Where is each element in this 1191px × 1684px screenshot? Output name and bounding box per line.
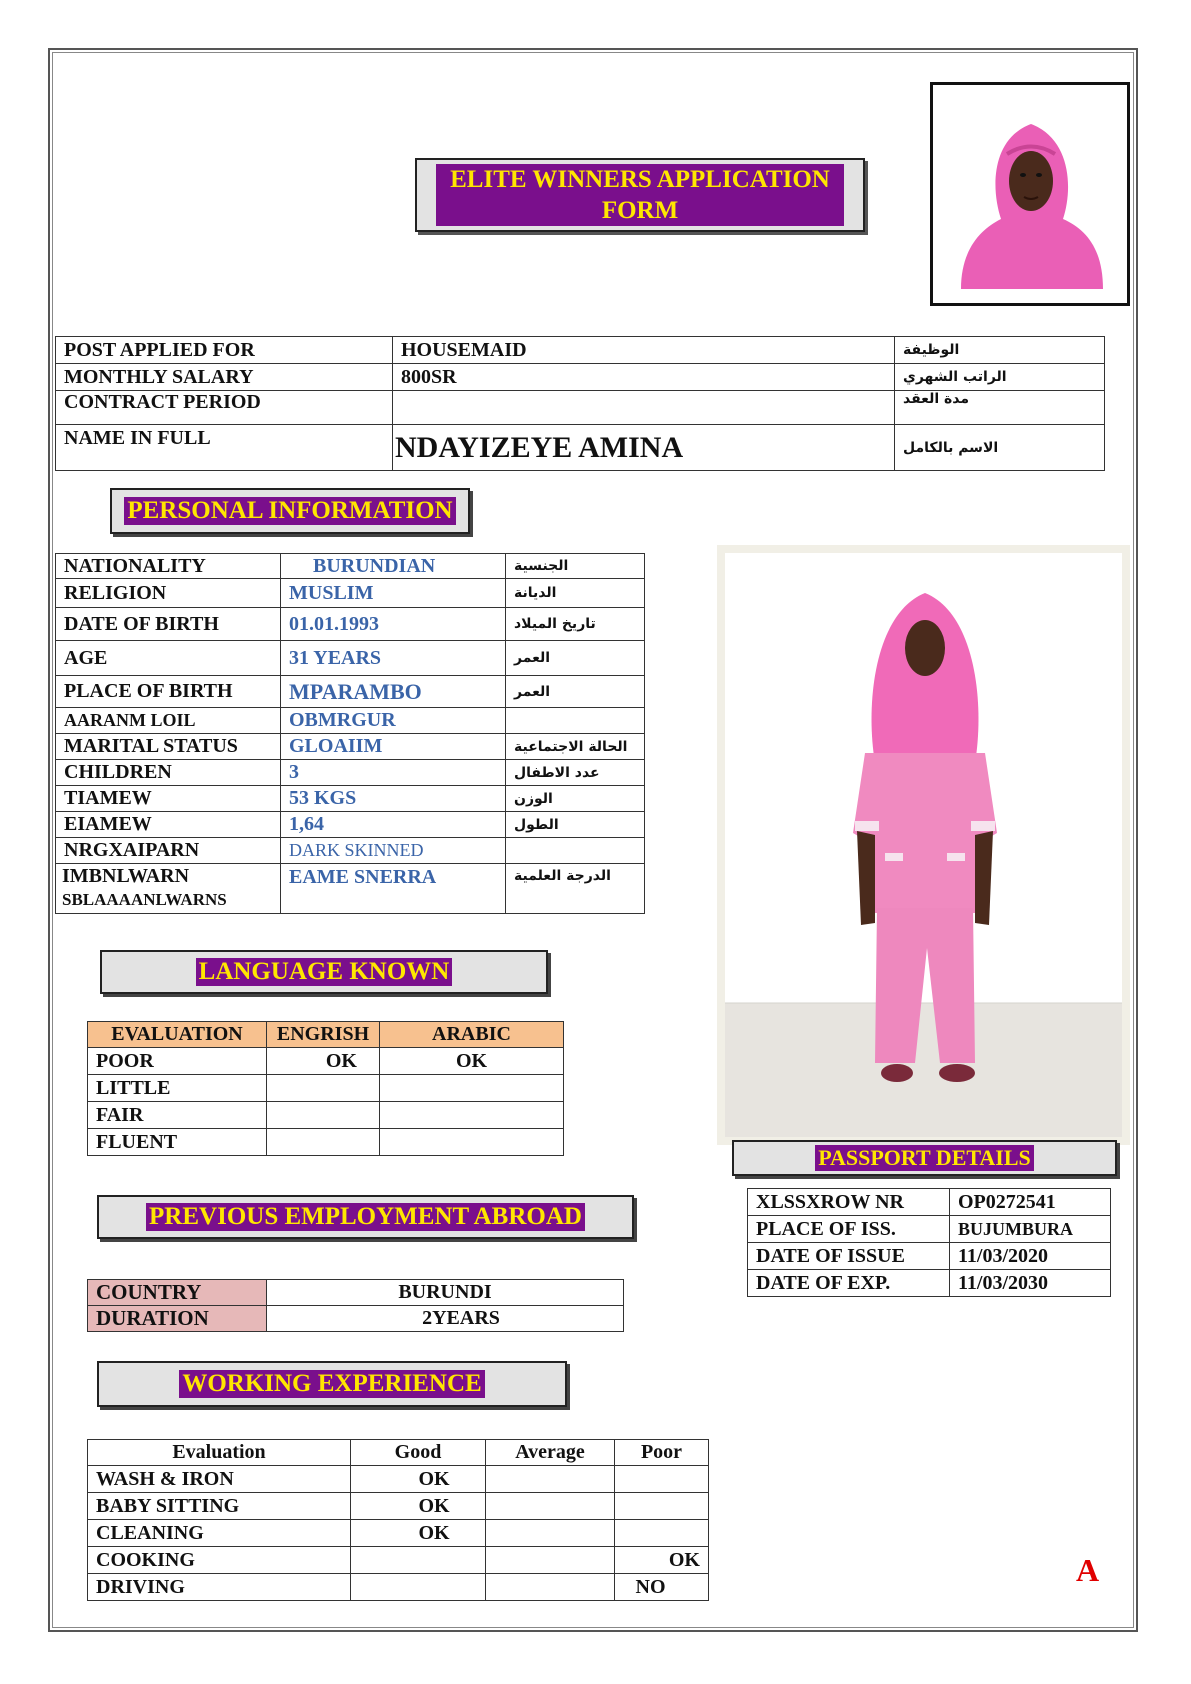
post-arabic: الوظيفة — [895, 337, 1105, 364]
salary-value: 800SR — [393, 364, 895, 391]
country-label: COUNTRY — [88, 1280, 267, 1306]
complexion-arabic — [506, 838, 645, 864]
language-english-value: OK — [267, 1048, 380, 1075]
dob-label: DATE OF BIRTH — [56, 608, 281, 641]
passport-number-label: XLSSXROW NR — [748, 1189, 950, 1216]
passport-heading-box — [732, 1140, 1117, 1176]
table-row — [56, 760, 645, 786]
education-value: EAME SNERRA — [281, 864, 506, 914]
table-row — [56, 391, 1105, 425]
salary-label: MONTHLY SALARY — [56, 364, 393, 391]
full-body-photo — [725, 553, 1122, 1137]
table-row — [56, 786, 645, 812]
post-value: HOUSEMAID — [393, 337, 895, 364]
marital-status-arabic: الحالة الاجتماعية — [506, 734, 645, 760]
date-of-issue-label: DATE OF ISSUE — [748, 1243, 950, 1270]
work-good-value — [351, 1547, 486, 1574]
date-of-issue-value: 11/03/2020 — [950, 1243, 1111, 1270]
age-arabic: العمر — [506, 641, 645, 676]
language-english-value — [267, 1075, 380, 1102]
marital-status-value: GLOAIIM — [281, 734, 506, 760]
date-of-expiry-value: 11/03/2030 — [950, 1270, 1111, 1297]
previous-employment-table — [87, 1279, 624, 1332]
work-poor-value — [615, 1493, 709, 1520]
passport-table — [747, 1188, 1111, 1297]
table-row — [56, 337, 1105, 364]
language-level: LITTLE — [88, 1075, 267, 1102]
portrait-photo-frame — [930, 82, 1130, 306]
duration-label: DURATION — [88, 1306, 267, 1332]
children-value: 3 — [281, 760, 506, 786]
place-of-issue-label: PLACE OF ISS. — [748, 1216, 950, 1243]
table-row — [56, 838, 645, 864]
education-label-line1: IMBNLWARN — [62, 865, 190, 887]
language-table — [87, 1021, 564, 1156]
marital-status-label: MARITAL STATUS — [56, 734, 281, 760]
work-header-average: Average — [486, 1440, 615, 1466]
complexion-value: DARK SKINNED — [281, 838, 506, 864]
language-header-arabic: ARABIC — [380, 1022, 564, 1048]
language-arabic-value: OK — [380, 1048, 564, 1075]
table-row — [56, 425, 1105, 471]
height-value: 1,64 — [281, 812, 506, 838]
education-arabic: الدرجة العلمية — [506, 864, 645, 914]
table-header-row — [88, 1440, 709, 1466]
name-label: NAME IN FULL — [56, 425, 393, 471]
work-good-value: OK — [351, 1466, 486, 1493]
height-label: EIAMEW — [56, 812, 281, 838]
dob-value: 01.01.1993 — [281, 608, 506, 641]
work-skill: BABY SITTING — [88, 1493, 351, 1520]
full-body-photo-frame — [717, 545, 1130, 1145]
row6-value: OBMRGUR — [281, 708, 506, 734]
table-row — [88, 1520, 709, 1547]
personal-info-heading-box — [110, 488, 470, 534]
table-row — [56, 734, 645, 760]
dob-arabic: تاريخ الميلاد — [506, 608, 645, 641]
post-label: POST APPLIED FOR — [56, 337, 393, 364]
language-level: FLUENT — [88, 1129, 267, 1156]
table-row — [56, 812, 645, 838]
language-english-value — [267, 1129, 380, 1156]
language-heading: LANGUAGE KNOWN — [196, 958, 453, 986]
work-poor-value: NO — [615, 1574, 709, 1601]
weight-label: TIAMEW — [56, 786, 281, 812]
work-skill: WASH & IRON — [88, 1466, 351, 1493]
language-arabic-value — [380, 1075, 564, 1102]
table-row — [56, 608, 645, 641]
work-skill: DRIVING — [88, 1574, 351, 1601]
table-header-row — [88, 1022, 564, 1048]
duration-value: 2YEARS — [267, 1306, 624, 1332]
place-of-birth-value: MPARAMBO — [281, 676, 506, 708]
religion-value: MUSLIM — [281, 579, 506, 608]
weight-arabic: الوزن — [506, 786, 645, 812]
contract-value — [393, 391, 895, 425]
language-header-evaluation: EVALUATION — [88, 1022, 267, 1048]
table-row — [88, 1048, 564, 1075]
language-header-english: ENGRISH — [267, 1022, 380, 1048]
place-of-birth-label: PLACE OF BIRTH — [56, 676, 281, 708]
working-experience-heading-box — [97, 1361, 567, 1407]
date-of-expiry-label: DATE OF EXP. — [748, 1270, 950, 1297]
top-info-table — [55, 336, 1105, 471]
table-row — [56, 676, 645, 708]
language-level: POOR — [88, 1048, 267, 1075]
table-row — [88, 1306, 624, 1332]
table-row — [88, 1075, 564, 1102]
nationality-label: NATIONALITY — [56, 554, 281, 579]
table-row — [56, 708, 645, 734]
work-poor-value — [615, 1466, 709, 1493]
language-arabic-value — [380, 1129, 564, 1156]
row6-label: AARANM LOIL — [56, 708, 281, 734]
children-label: CHILDREN — [56, 760, 281, 786]
personal-info-heading: PERSONAL INFORMATION — [124, 497, 455, 525]
previous-employment-heading-box — [97, 1195, 634, 1239]
work-average-value — [486, 1493, 615, 1520]
education-label-line2: SBLAAAANLWARNS — [62, 890, 227, 909]
work-average-value — [486, 1466, 615, 1493]
age-value: 31 YEARS — [281, 641, 506, 676]
personal-info-table — [55, 553, 645, 914]
work-skill: COOKING — [88, 1547, 351, 1574]
table-row — [88, 1574, 709, 1601]
weight-value: 53 KGS — [281, 786, 506, 812]
working-experience-heading: WORKING EXPERIENCE — [179, 1370, 484, 1398]
work-average-value — [486, 1520, 615, 1547]
work-header-poor: Poor — [615, 1440, 709, 1466]
complexion-label: NRGXAIPARN — [56, 838, 281, 864]
table-row — [88, 1493, 709, 1520]
contract-label: CONTRACT PERIOD — [56, 391, 393, 425]
name-arabic: الاسم بالكامل — [895, 425, 1105, 471]
nationality-arabic: الجنسية — [506, 554, 645, 579]
table-row — [88, 1466, 709, 1493]
place-of-birth-arabic: العمر — [506, 676, 645, 708]
work-good-value: OK — [351, 1493, 486, 1520]
passport-heading: PASSPORT DETAILS — [815, 1145, 1034, 1171]
passport-number-value: OP0272541 — [950, 1189, 1111, 1216]
page-mark: A — [1076, 1552, 1100, 1588]
portrait-photo — [951, 99, 1111, 289]
religion-arabic: الديانة — [506, 579, 645, 608]
language-level: FAIR — [88, 1102, 267, 1129]
work-header-evaluation: Evaluation — [88, 1440, 351, 1466]
work-skill: CLEANING — [88, 1520, 351, 1547]
work-good-value: OK — [351, 1520, 486, 1547]
language-english-value — [267, 1102, 380, 1129]
height-arabic: الطول — [506, 812, 645, 838]
previous-employment-heading: PREVIOUS EMPLOYMENT ABROAD — [146, 1203, 585, 1231]
table-row — [748, 1270, 1111, 1297]
page-title: ELITE WINNERS APPLICATION FORM — [436, 164, 844, 226]
table-row — [56, 641, 645, 676]
row6-arabic — [506, 708, 645, 734]
work-good-value — [351, 1574, 486, 1601]
table-row — [88, 1280, 624, 1306]
contract-arabic: مدة العقد — [895, 391, 1105, 425]
language-arabic-value — [380, 1102, 564, 1129]
table-row — [56, 579, 645, 608]
work-average-value — [486, 1574, 615, 1601]
age-label: AGE — [56, 641, 281, 676]
children-arabic: عدد الاطفال — [506, 760, 645, 786]
table-row — [88, 1547, 709, 1574]
salary-arabic: الراتب الشهري — [895, 364, 1105, 391]
work-average-value — [486, 1547, 615, 1574]
religion-label: RELIGION — [56, 579, 281, 608]
table-row — [748, 1216, 1111, 1243]
education-label — [56, 864, 281, 914]
table-row — [748, 1243, 1111, 1270]
country-value: BURUNDI — [267, 1280, 624, 1306]
title-box — [415, 158, 865, 232]
work-header-good: Good — [351, 1440, 486, 1466]
table-row — [88, 1129, 564, 1156]
place-of-issue-value: BUJUMBURA — [950, 1216, 1111, 1243]
work-poor-value — [615, 1520, 709, 1547]
table-row — [748, 1189, 1111, 1216]
table-row — [56, 554, 645, 579]
full-name: NDAYIZEYE AMINA — [393, 425, 895, 471]
work-poor-value: OK — [615, 1547, 709, 1574]
table-row — [88, 1102, 564, 1129]
nationality-value: BURUNDIAN — [281, 554, 506, 579]
language-heading-box — [100, 950, 548, 994]
table-row — [56, 364, 1105, 391]
working-experience-table — [87, 1439, 709, 1601]
table-row — [56, 864, 645, 914]
